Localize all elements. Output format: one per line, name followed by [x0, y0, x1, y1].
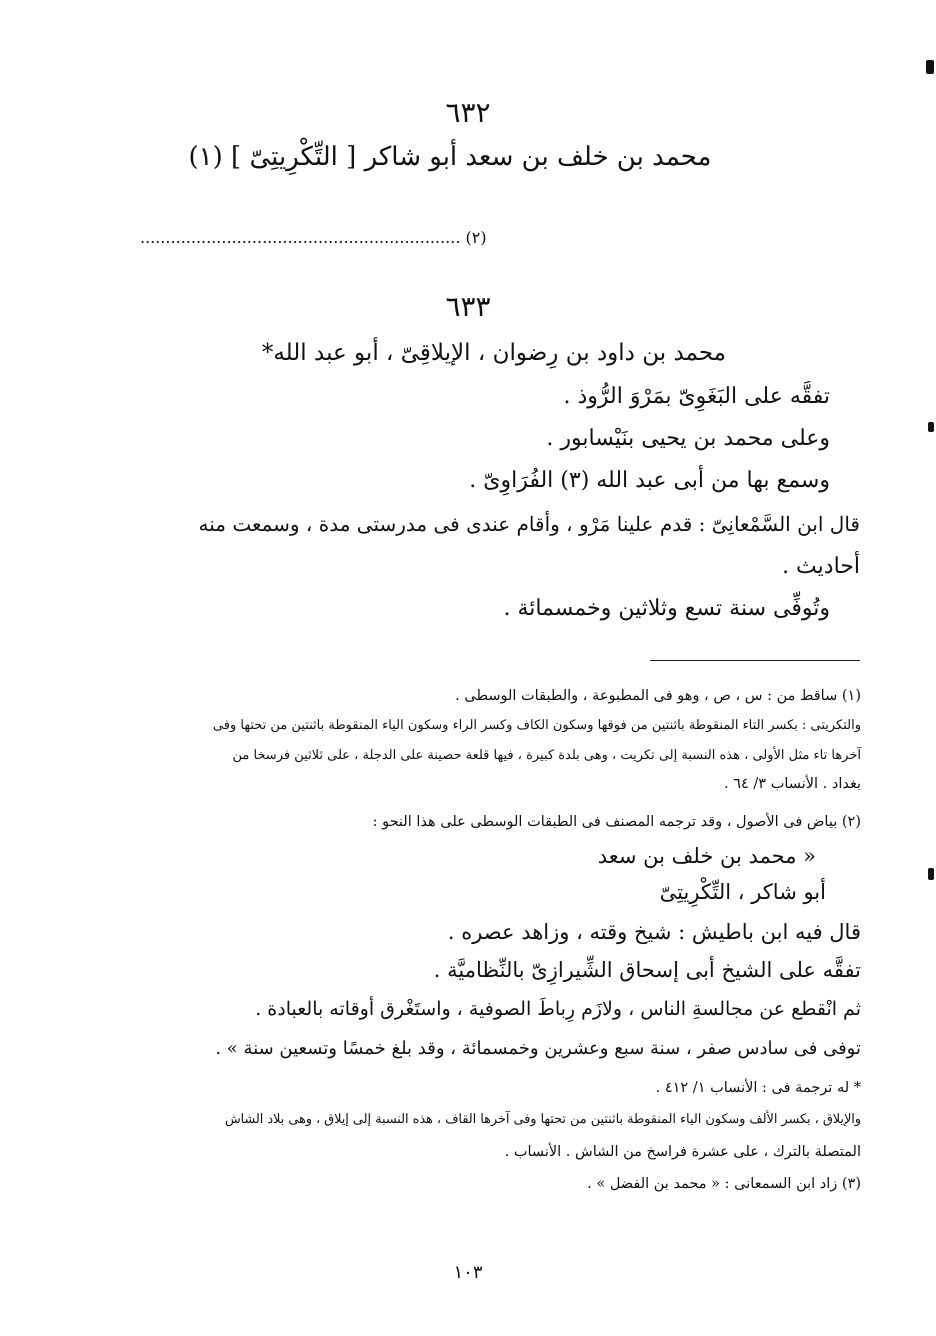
footnote-1: (١) ساقط من : س ، ص ، وهو فى المطبوعة ، والطبقات الوسطى .: [455, 688, 861, 704]
footnote-3: (٣) زاد ابن السمعانى : « محمد بن الفضل » .: [587, 1176, 861, 1192]
entry-632-missing-text: ............................................................... (٢): [140, 228, 487, 247]
entry-632-title: محمد بن خلف بن سعد أبو شاكر [ التِّكْرِيتِىّ ] (١): [188, 142, 712, 172]
entry-633-line: تفقَّه على البَغَوِىّ بمَرْوَ الرُّوذ .: [563, 384, 830, 409]
entry-633-title: محمد بن داود بن رِضوان ، الإيلاقِىّ ، أبو عبد الله*: [261, 340, 726, 366]
margin-mark-top: [926, 60, 934, 74]
entry-633-line: وتُوفِّى سنة تسع وثلاثين وخمسمائة .: [503, 596, 830, 621]
page-number: ١٠٣: [453, 1262, 483, 1283]
footnote-1-line: بغداد . الأنساب ٣/ ٦٤ .: [724, 776, 861, 792]
footnote-star-line: والإيلاق ، بكسر الألف وسكون الياء المنقوطة باثنتين من تحتها وفى آخرها القاف ، هذه النسبة إلى إيلاق ، وهى بلاد الشاش: [224, 1112, 861, 1127]
footnote-2-quote-line: توفى فى سادس صفر ، سنة سبع وعشرين وخمسمائة ، وقد بلغ خمسًا وتسعين سنة » .: [215, 1038, 861, 1059]
footnote-2: (٢) بياض فى الأصول ، وقد ترجمه المصنف فى الطبقات الوسطى على هذا النحو :: [372, 814, 861, 830]
entry-633-number: ٦٣٣: [445, 290, 491, 323]
footnote-2-quote-line: « محمد بن خلف بن سعد: [597, 844, 816, 868]
entry-633-line: وعلى محمد بن يحيى بنَيْسابور .: [546, 426, 830, 451]
footnote-star-line: المتصلة بالترك ، على عشرة فراسخ من الشاش . الأنساب .: [504, 1144, 861, 1160]
footnote-1-line: آخرها تاء مثل الأولى ، هذه النسبة إلى تكريت ، وهى بلدة كبيرة ، فيها قلعة حصينة على الدجلة ، على ثلاثين فرسخا من: [232, 748, 861, 763]
footnote-star: * له ترجمة فى : الأنساب ١/ ٤١٢ .: [655, 1080, 861, 1096]
footnote-2-quote-line: ثم انْقطع عن مجالسةِ الناس ، ولازَم رِباطَ الصوفية ، واستَغْرق أوقاته بالعبادة .: [255, 998, 861, 1020]
entry-633-line: قال ابن السَّمْعانِىّ : قدم علينا مَرْو ، وأقام عندى فى مدرستى مدة ، وسمعت منه: [198, 512, 860, 536]
entry-632-number: ٦٣٢: [445, 96, 491, 129]
entry-633-line: أحاديث .: [782, 554, 860, 579]
margin-mark-mid: [928, 422, 934, 432]
entry-633-line: وسمع بها من أبى عبد الله (٣) الفُرَاوِىّ .: [469, 468, 830, 493]
footnote-2-quote-line: أبو شاكر ، التِّكْرِيتِىّ: [659, 880, 826, 904]
footnote-2-quote-line: قال فيه ابن باطيش : شيخ وقته ، وزاهد عصره .: [447, 920, 861, 944]
footnote-2-quote-line: تفقَّه على الشيخ أبى إسحاق الشِّيرازِىّ بالنِّظاميَّة .: [433, 958, 861, 982]
margin-mark-low: [928, 868, 934, 880]
footnote-1-line: والتكريتى : بكسر التاء المنقوطة باثنتين من فوقها وسكون الكاف وكسر الراء وسكون الياء المنقوطة باثنتين من تحتها وفى: [212, 718, 861, 733]
footnote-separator: [650, 660, 860, 661]
